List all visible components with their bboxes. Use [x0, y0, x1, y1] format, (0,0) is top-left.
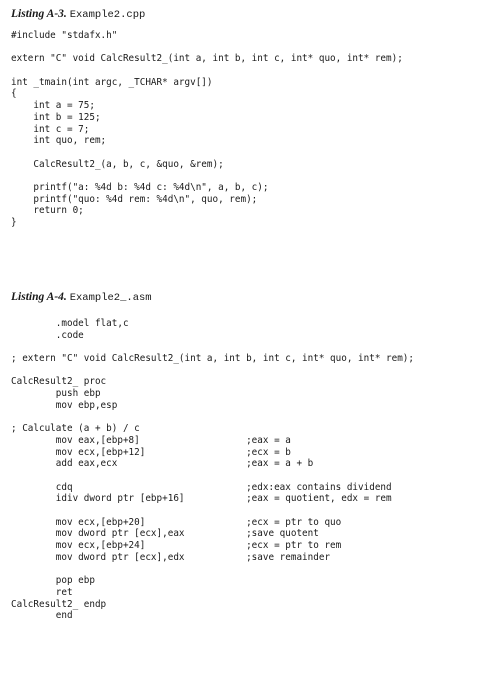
code-line: CalcResult2_ endp [11, 598, 107, 610]
code-line [11, 470, 414, 482]
code-line: cdq ;edx:eax contains dividend [11, 481, 392, 493]
code-line: mov ecx,[ebp+20] ;ecx = ptr to quo [11, 516, 342, 528]
code-line: .code [11, 329, 84, 341]
code-line: mov ecx,[ebp+12] ;ecx = b [11, 446, 291, 458]
code-line: #include "stdafx.h" [11, 30, 118, 41]
listing-a4-label: Listing A-4. [11, 291, 67, 303]
listing-a4-title [11, 290, 152, 305]
code-line: int c = 7; [11, 123, 90, 135]
code-line: return 0; [11, 205, 84, 217]
code-line: mov dword ptr [ecx],eax ;save quotent [11, 528, 319, 540]
code-line: int _tmain(int argc, _TCHAR* argv[]) [11, 76, 213, 88]
listing-a3-label: Listing A-3. [11, 8, 67, 20]
code-line [11, 412, 414, 424]
code-line [11, 365, 414, 377]
listing-a3-filename: Example2.cpp [69, 9, 146, 21]
code-line: add eax,ecx ;eax = a + b [11, 458, 314, 470]
code-line: mov eax,[ebp+8] ;eax = a [11, 434, 291, 446]
code-line [11, 170, 403, 182]
code-line: CalcResult2_(a, b, c, &quo, &rem); [11, 158, 224, 170]
code-line: mov ebp,esp [11, 399, 118, 411]
code-line [11, 42, 403, 54]
code-line: ; Calculate (a + b) / c [11, 423, 140, 435]
code-line [11, 65, 403, 77]
code-line: int b = 125; [11, 111, 101, 123]
code-line: push ebp [11, 388, 101, 400]
code-line: int quo, rem; [11, 135, 107, 147]
code-line: mov ecx,[ebp+24] ;ecx = ptr to rem [11, 540, 342, 552]
code-line: printf("quo: %4d rem: %4d\n", quo, rem); [11, 193, 258, 205]
listing-a4-filename: Example2_.asm [69, 292, 152, 304]
code-line [11, 147, 403, 159]
code-line: { [11, 88, 17, 100]
code-line: } [11, 217, 17, 228]
code-line: mov dword ptr [ecx],edx ;save remainder [11, 551, 331, 563]
code-line: end [11, 610, 73, 622]
code-line: extern "C" void CalcResult2_(int a, int b, int c, int* quo, int* rem); [11, 53, 403, 65]
listing-a3-code [11, 30, 403, 229]
code-line [11, 341, 414, 353]
code-line: printf("a: %4d b: %4d c: %4d\n", a, b, c); [11, 181, 269, 193]
code-line: CalcResult2_ proc [11, 376, 107, 388]
listing-a4-code [11, 318, 414, 622]
code-line: ; extern "C" void CalcResult2_(int a, int b, int c, int* quo, int* rem); [11, 353, 414, 365]
code-line: ret [11, 586, 73, 598]
code-line [11, 505, 414, 517]
code-line: int a = 75; [11, 100, 95, 112]
code-line [11, 563, 414, 575]
code-line: .model flat,c [11, 318, 129, 329]
listing-a3-title [11, 7, 145, 22]
code-line: idiv dword ptr [ebp+16] ;eax = quotient, edx = rem [11, 493, 392, 505]
code-line: pop ebp [11, 575, 95, 587]
